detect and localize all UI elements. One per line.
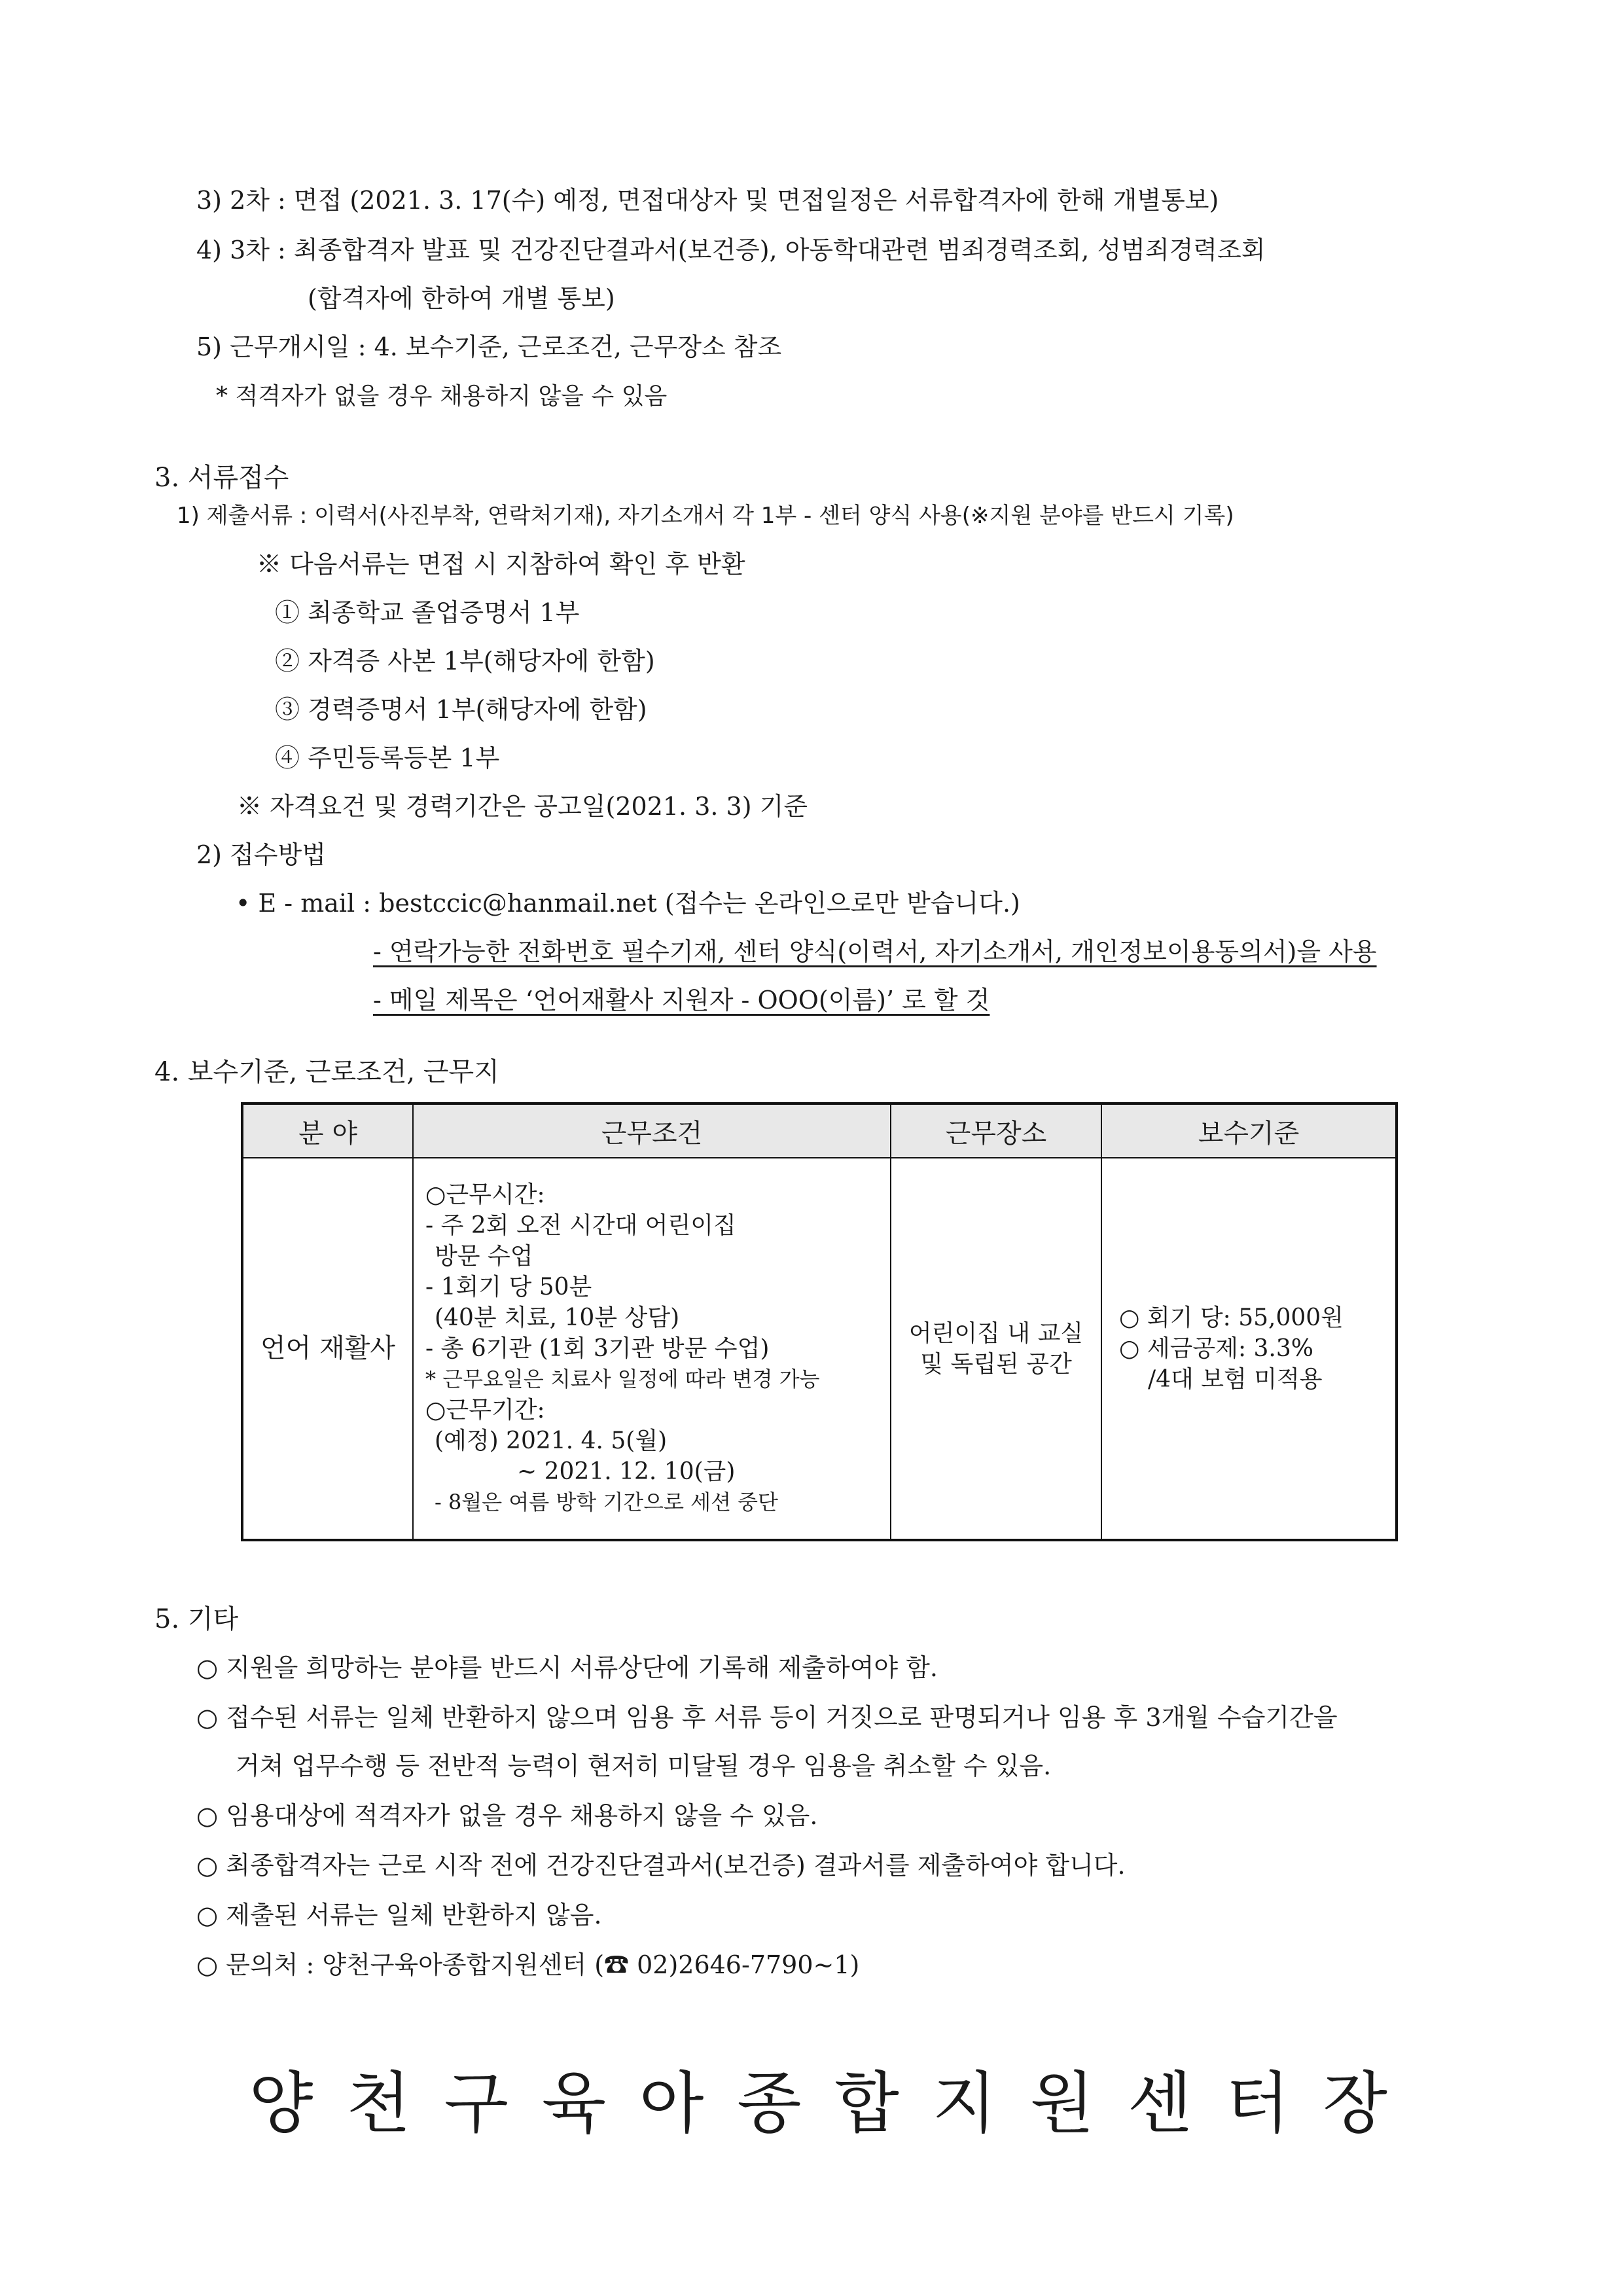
- sig-char: 터: [1225, 2065, 1290, 2143]
- misc-item-2: ○ 접수된 서류는 일체 반환하지 않으며 임용 후 서류 등이 거짓으로 판명되거나 임용 후 3개월 수습기간을: [196, 1703, 1338, 1732]
- sig-char: 지: [932, 2065, 997, 2143]
- header-conditions: 근무조건: [413, 1103, 891, 1158]
- sig-char: 육: [541, 2065, 607, 2143]
- sig-char: 원: [1029, 2065, 1095, 2143]
- return-item-1: ① 최종학교 졸업증명서 1부: [275, 598, 580, 627]
- stage4-final: 4) 3차 : 최종합격자 발표 및 건강진단결과서(보건증), 아동학대관련 범죄경력조회, 성범죄경력조회: [196, 236, 1266, 264]
- place-line: 및 독립된 공간: [920, 1350, 1072, 1378]
- signature-center-director: [249, 2062, 1387, 2147]
- cond-line: ~ 2021. 12. 10(금): [517, 1458, 736, 1485]
- required-docs: 1) 제출서류 : 이력서(사진부착, 연락처기재), 자기소개서 각 1부 - 센터 양식 사용(※지원 분야를 반드시 기록): [177, 503, 1234, 529]
- method-heading: 2) 접수방법: [196, 840, 326, 869]
- cond-line: - 총 6기관 (1회 3기관 방문 수업): [425, 1335, 770, 1362]
- cond-line: - 1회기 당 50분: [425, 1274, 592, 1300]
- pay-line: ○ 회기 당: 55,000원: [1119, 1304, 1344, 1331]
- section3-heading: 3. 서류접수: [154, 463, 289, 493]
- table-header-row: [242, 1103, 1397, 1158]
- cond-line: (예정) 2021. 4. 5(월): [435, 1427, 668, 1454]
- sig-char: 센: [1127, 2065, 1192, 2143]
- misc-item-4: ○ 최종합격자는 근로 시작 전에 건강진단결과서(보건증) 결과서를 제출하여야 합니다.: [196, 1851, 1126, 1880]
- section4-heading: 4. 보수기준, 근로조건, 근무지: [154, 1057, 499, 1087]
- sig-char: 아: [639, 2065, 704, 2143]
- return-item-4: ④ 주민등록등본 1부: [275, 744, 500, 772]
- header-place: 근무장소: [891, 1103, 1101, 1158]
- start-date: 5) 근무개시일 : 4. 보수기준, 근로조건, 근무장소 참조: [196, 332, 782, 361]
- sig-char: 구: [444, 2065, 508, 2143]
- stage3-interview: 3) 2차 : 면접 (2021. 3. 17(수) 예정, 면접대상자 및 면접일정은 서류합격자에 한해 개별통보): [196, 186, 1219, 215]
- sig-char: 양: [249, 2065, 313, 2143]
- cond-line: ○근무기간:: [425, 1397, 545, 1424]
- contact-info: ○ 문의처 : 양천구육아종합지원센터 (☎ 02)2646-7790~1): [196, 1950, 860, 1979]
- header-field: 분 야: [242, 1103, 413, 1158]
- pay-line: ○ 세금공제: 3.3%: [1119, 1335, 1313, 1362]
- criteria-note: ※ 자격요건 및 경력기간은 공고일(2021. 3. 3) 기준: [237, 792, 808, 821]
- sig-char: 종: [737, 2065, 802, 2143]
- place-line: 어린이집 내 교실: [908, 1319, 1084, 1347]
- section5-heading: 5. 기타: [154, 1604, 239, 1634]
- cell-pay: [1101, 1158, 1397, 1540]
- cond-line: - 주 2회 오전 시간대 어린이집: [425, 1212, 736, 1239]
- cell-field: 언어 재활사: [242, 1158, 413, 1540]
- cond-line: ○근무시간:: [425, 1181, 545, 1208]
- return-docs-note: ※ 다음서류는 면접 시 지참하여 확인 후 반환: [257, 550, 745, 579]
- misc-item-5: ○ 제출된 서류는 일체 반환하지 않음.: [196, 1901, 602, 1929]
- sig-char: 합: [834, 2065, 899, 2143]
- conditions-table: [241, 1102, 1398, 1541]
- table-row: [242, 1158, 1397, 1540]
- cond-line: * 근무요일은 치료사 일정에 따라 변경 가능: [425, 1367, 820, 1391]
- rule-subject: - 메일 제목은 ‘언어재활사 지원자 - OOO(이름)’ 로 할 것: [373, 986, 990, 1014]
- return-item-3: ③ 경력증명서 1부(해당자에 한함): [275, 695, 647, 724]
- misc-item-1: ○ 지원을 희망하는 분야를 반드시 서류상단에 기록해 제출하여야 함.: [196, 1653, 938, 1682]
- misc-item-3: ○ 임용대상에 적격자가 없을 경우 채용하지 않을 수 있음.: [196, 1801, 818, 1830]
- return-item-2: ② 자격증 사본 1부(해당자에 한함): [275, 647, 655, 675]
- sig-char: 천: [346, 2065, 411, 2143]
- pay-line: /4대 보험 미적용: [1148, 1366, 1323, 1393]
- cond-line: 방문 수업: [435, 1243, 533, 1270]
- cell-conditions: [413, 1158, 891, 1540]
- no-qualified-note: * 적격자가 없을 경우 채용하지 않을 수 있음: [216, 383, 668, 410]
- sig-char: 장: [1323, 2065, 1387, 2143]
- stage4-final-note: (합격자에 한하여 개별 통보): [308, 284, 615, 313]
- rule-phone: - 연락가능한 전화번호 필수기재, 센터 양식(이력서, 자기소개서, 개인정보이용동의서)을 사용: [373, 937, 1377, 966]
- cell-place: [891, 1158, 1101, 1540]
- email-line: • E - mail : bestccic@hanmail.net (접수는 온라인으로만 받습니다.): [236, 889, 1020, 918]
- misc-item-2-cont: 거쳐 업무수행 등 전반적 능력이 현저히 미달될 경우 임용을 취소할 수 있음.: [236, 1751, 1052, 1780]
- cond-line: (40분 치료, 10분 상담): [435, 1304, 680, 1331]
- cond-line: - 8월은 여름 방학 기간으로 세션 중단: [435, 1490, 778, 1515]
- header-pay: 보수기준: [1101, 1103, 1397, 1158]
